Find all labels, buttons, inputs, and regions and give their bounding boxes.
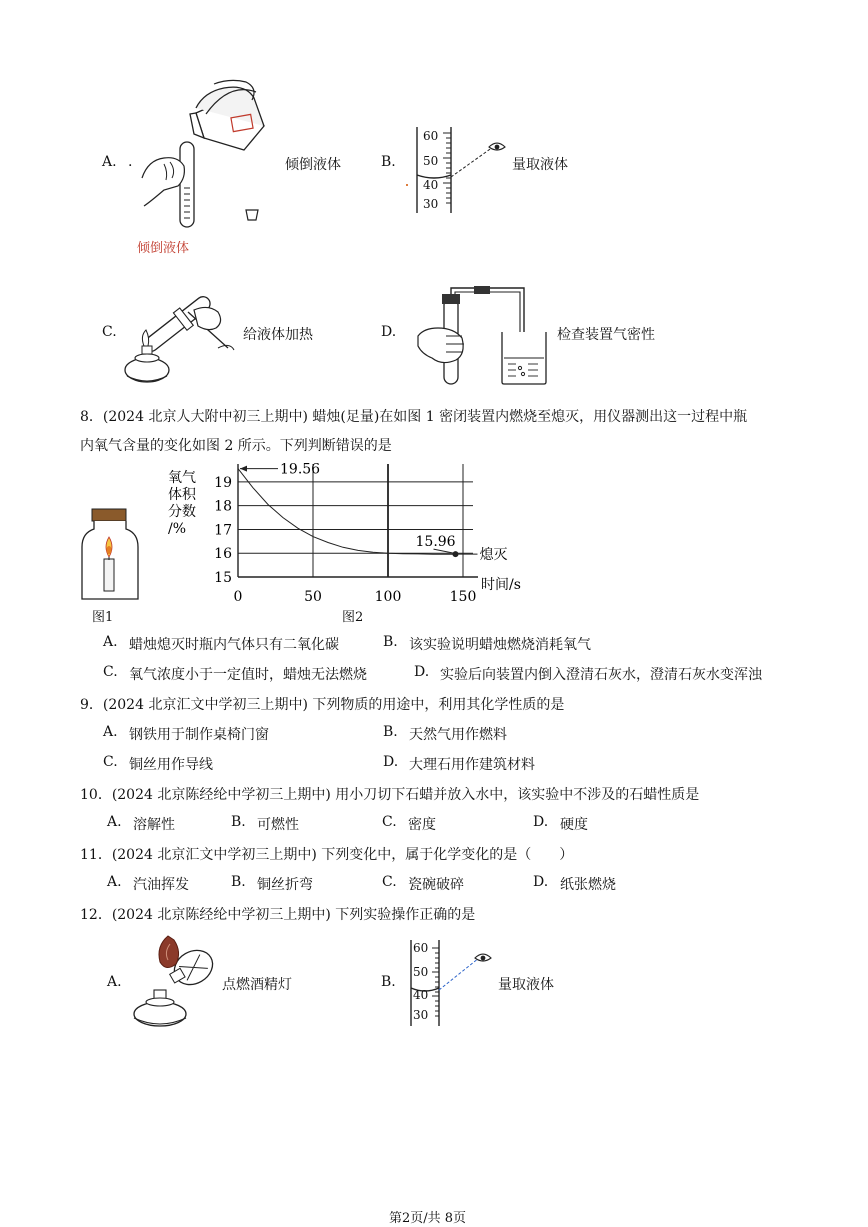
x-tick-label-3: 150 [449, 589, 477, 605]
q10-option-b-letter: B. [231, 814, 246, 830]
q12-cylinder-tick-40: 40 [413, 988, 429, 1002]
q11-option-c-letter: C. [382, 874, 397, 890]
q7-option-a-mark: . [128, 154, 133, 170]
q7-option-c-letter: C. [102, 324, 117, 340]
q12-option-b-letter: B. [381, 974, 396, 990]
q10-option-d-text: 硬度 [560, 817, 588, 833]
y-axis-label-3: /% [168, 521, 187, 537]
annot-start-value: 19.56 [280, 461, 321, 478]
q9-option-c-letter: C. [103, 754, 118, 770]
q9-stem: 9．(2024 北京汇文中学初三上期中) 下列物质的用途中，利用其化学性质的是 [80, 697, 565, 713]
q9-option-b-text: 天然气用作燃料 [409, 727, 507, 743]
q8-option-d-letter: D. [414, 664, 430, 680]
q7-cylinder-tick-30: 30 [423, 197, 439, 211]
q7-option-d-caption: 检查装置气密性 [557, 327, 655, 343]
q8-option-d-text: 实验后向装置内倒入澄清石灰水，澄清石灰水变浑浊 [440, 667, 762, 683]
y-tick-label-1: 16 [214, 546, 232, 563]
y-tick-label-2: 17 [214, 522, 232, 539]
y-axis-label-0: 氧气 [168, 470, 196, 486]
y-axis-label-2: 分数 [168, 504, 196, 520]
y-tick-label-0: 15 [214, 570, 232, 586]
q9-option-b-letter: B. [383, 724, 398, 740]
q10-option-c-letter: C. [382, 814, 397, 830]
y-tick-label-3: 18 [214, 498, 232, 515]
q8-stem-line1: 8．(2024 北京人大附中初三上期中) 蜡烛(足量)在如图 1 密闭装置内燃烧至熄灭，用仪器测出这一过程中瓶 [80, 409, 748, 425]
candle-bottle-figure [78, 507, 142, 603]
q11-option-d-letter: D. [533, 874, 549, 890]
graduated-cylinder-figure-q7 [405, 125, 515, 217]
q7-option-c-caption: 给液体加热 [243, 327, 313, 343]
q12-option-b-caption: 量取液体 [498, 977, 554, 993]
q11-option-b-text: 铜丝折弯 [257, 877, 313, 893]
annot-end-value: 15.96 [415, 534, 456, 551]
q7-option-a-caption: 倾倒液体 [285, 157, 341, 173]
q8-stem-line2: 内氧气含量的变化如图 2 所示。下列判断错误的是 [80, 438, 392, 454]
q7-cylinder-tick-50: 50 [423, 154, 439, 168]
airtightness-check-figure [412, 284, 552, 388]
q12-cylinder-tick-30: 30 [413, 1008, 429, 1022]
x-axis-label: 时间/s [481, 577, 521, 593]
q7-option-a-letter: A. [102, 154, 117, 170]
page-footer: 第2页/共 8页 [389, 1211, 467, 1226]
q9-option-a-text: 钢铁用于制作桌椅门窗 [129, 727, 269, 743]
q7-option-d-letter: D. [381, 324, 397, 340]
q8-option-b-letter: B. [383, 634, 398, 650]
q8-option-a-letter: A. [103, 634, 118, 650]
x-tick-label-2: 100 [374, 589, 402, 605]
q11-option-c-text: 瓷碗破碎 [408, 877, 464, 893]
figure-1-label: 图1 [92, 610, 114, 625]
q8-option-a-text: 蜡烛熄灭时瓶内气体只有二氧化碳 [129, 637, 339, 653]
q10-option-c-text: 密度 [408, 817, 436, 833]
annot-arrow-head [240, 466, 247, 472]
q7-cylinder-tick-60: 60 [423, 129, 439, 143]
q7-option-b-letter: B. [381, 154, 396, 170]
annot-extinguish-label: 熄灭 [479, 547, 508, 564]
q10-option-a-text: 溶解性 [133, 817, 175, 833]
q11-stem: 11．(2024 北京汇文中学初三上期中) 下列变化中，属于化学变化的是（ ） [80, 847, 574, 863]
q12-cylinder-tick-60: 60 [413, 941, 429, 955]
q7-option-b-caption: 量取液体 [512, 157, 568, 173]
q12-stem: 12．(2024 北京陈经纶中学初三上期中) 下列实验操作正确的是 [80, 907, 476, 923]
q12-option-a-caption: 点燃酒精灯 [222, 977, 292, 993]
end-point [453, 551, 459, 557]
q9-option-a-letter: A. [103, 724, 118, 740]
x-tick-label-1: 50 [304, 589, 322, 605]
q12-option-a-letter: A. [107, 974, 122, 990]
q10-stem: 10．(2024 北京陈经纶中学初三上期中) 用小刀切下石蜡并放入水中，该实验中不涉及的石蜡性质是 [80, 787, 700, 803]
pouring-liquid-figure [134, 78, 274, 253]
q9-option-d-letter: D. [383, 754, 399, 770]
pouring-liquid-red-label: 倾倒液体 [137, 241, 190, 256]
q9-option-c-text: 铜丝用作导线 [129, 757, 213, 773]
oxygen-content-chart [160, 460, 530, 620]
lighting-alcohol-lamp-figure [126, 930, 226, 1030]
q9-option-d-text: 大理石用作建筑材料 [409, 757, 535, 773]
q8-option-c-letter: C. [103, 664, 118, 680]
q8-option-c-text: 氧气浓度小于一定值时，蜡烛无法燃烧 [129, 667, 367, 683]
q11-option-d-text: 纸张燃烧 [560, 877, 616, 893]
q11-option-a-text: 汽油挥发 [133, 877, 189, 893]
q10-option-b-text: 可燃性 [257, 817, 299, 833]
x-tick-label-0: 0 [233, 589, 243, 605]
q10-option-a-letter: A. [107, 814, 122, 830]
q11-option-b-letter: B. [231, 874, 246, 890]
y-axis-label-1: 体积 [168, 487, 196, 503]
q7-cylinder-tick-40: 40 [423, 178, 439, 192]
q8-option-b-text: 该实验说明蜡烛燃烧消耗氧气 [409, 637, 591, 653]
q10-option-d-letter: D. [533, 814, 549, 830]
q11-option-a-letter: A. [107, 874, 122, 890]
y-tick-label-4: 19 [214, 474, 232, 491]
q12-cylinder-tick-50: 50 [413, 965, 429, 979]
figure-2-label: 图2 [342, 610, 364, 625]
heating-liquid-figure [118, 282, 240, 390]
